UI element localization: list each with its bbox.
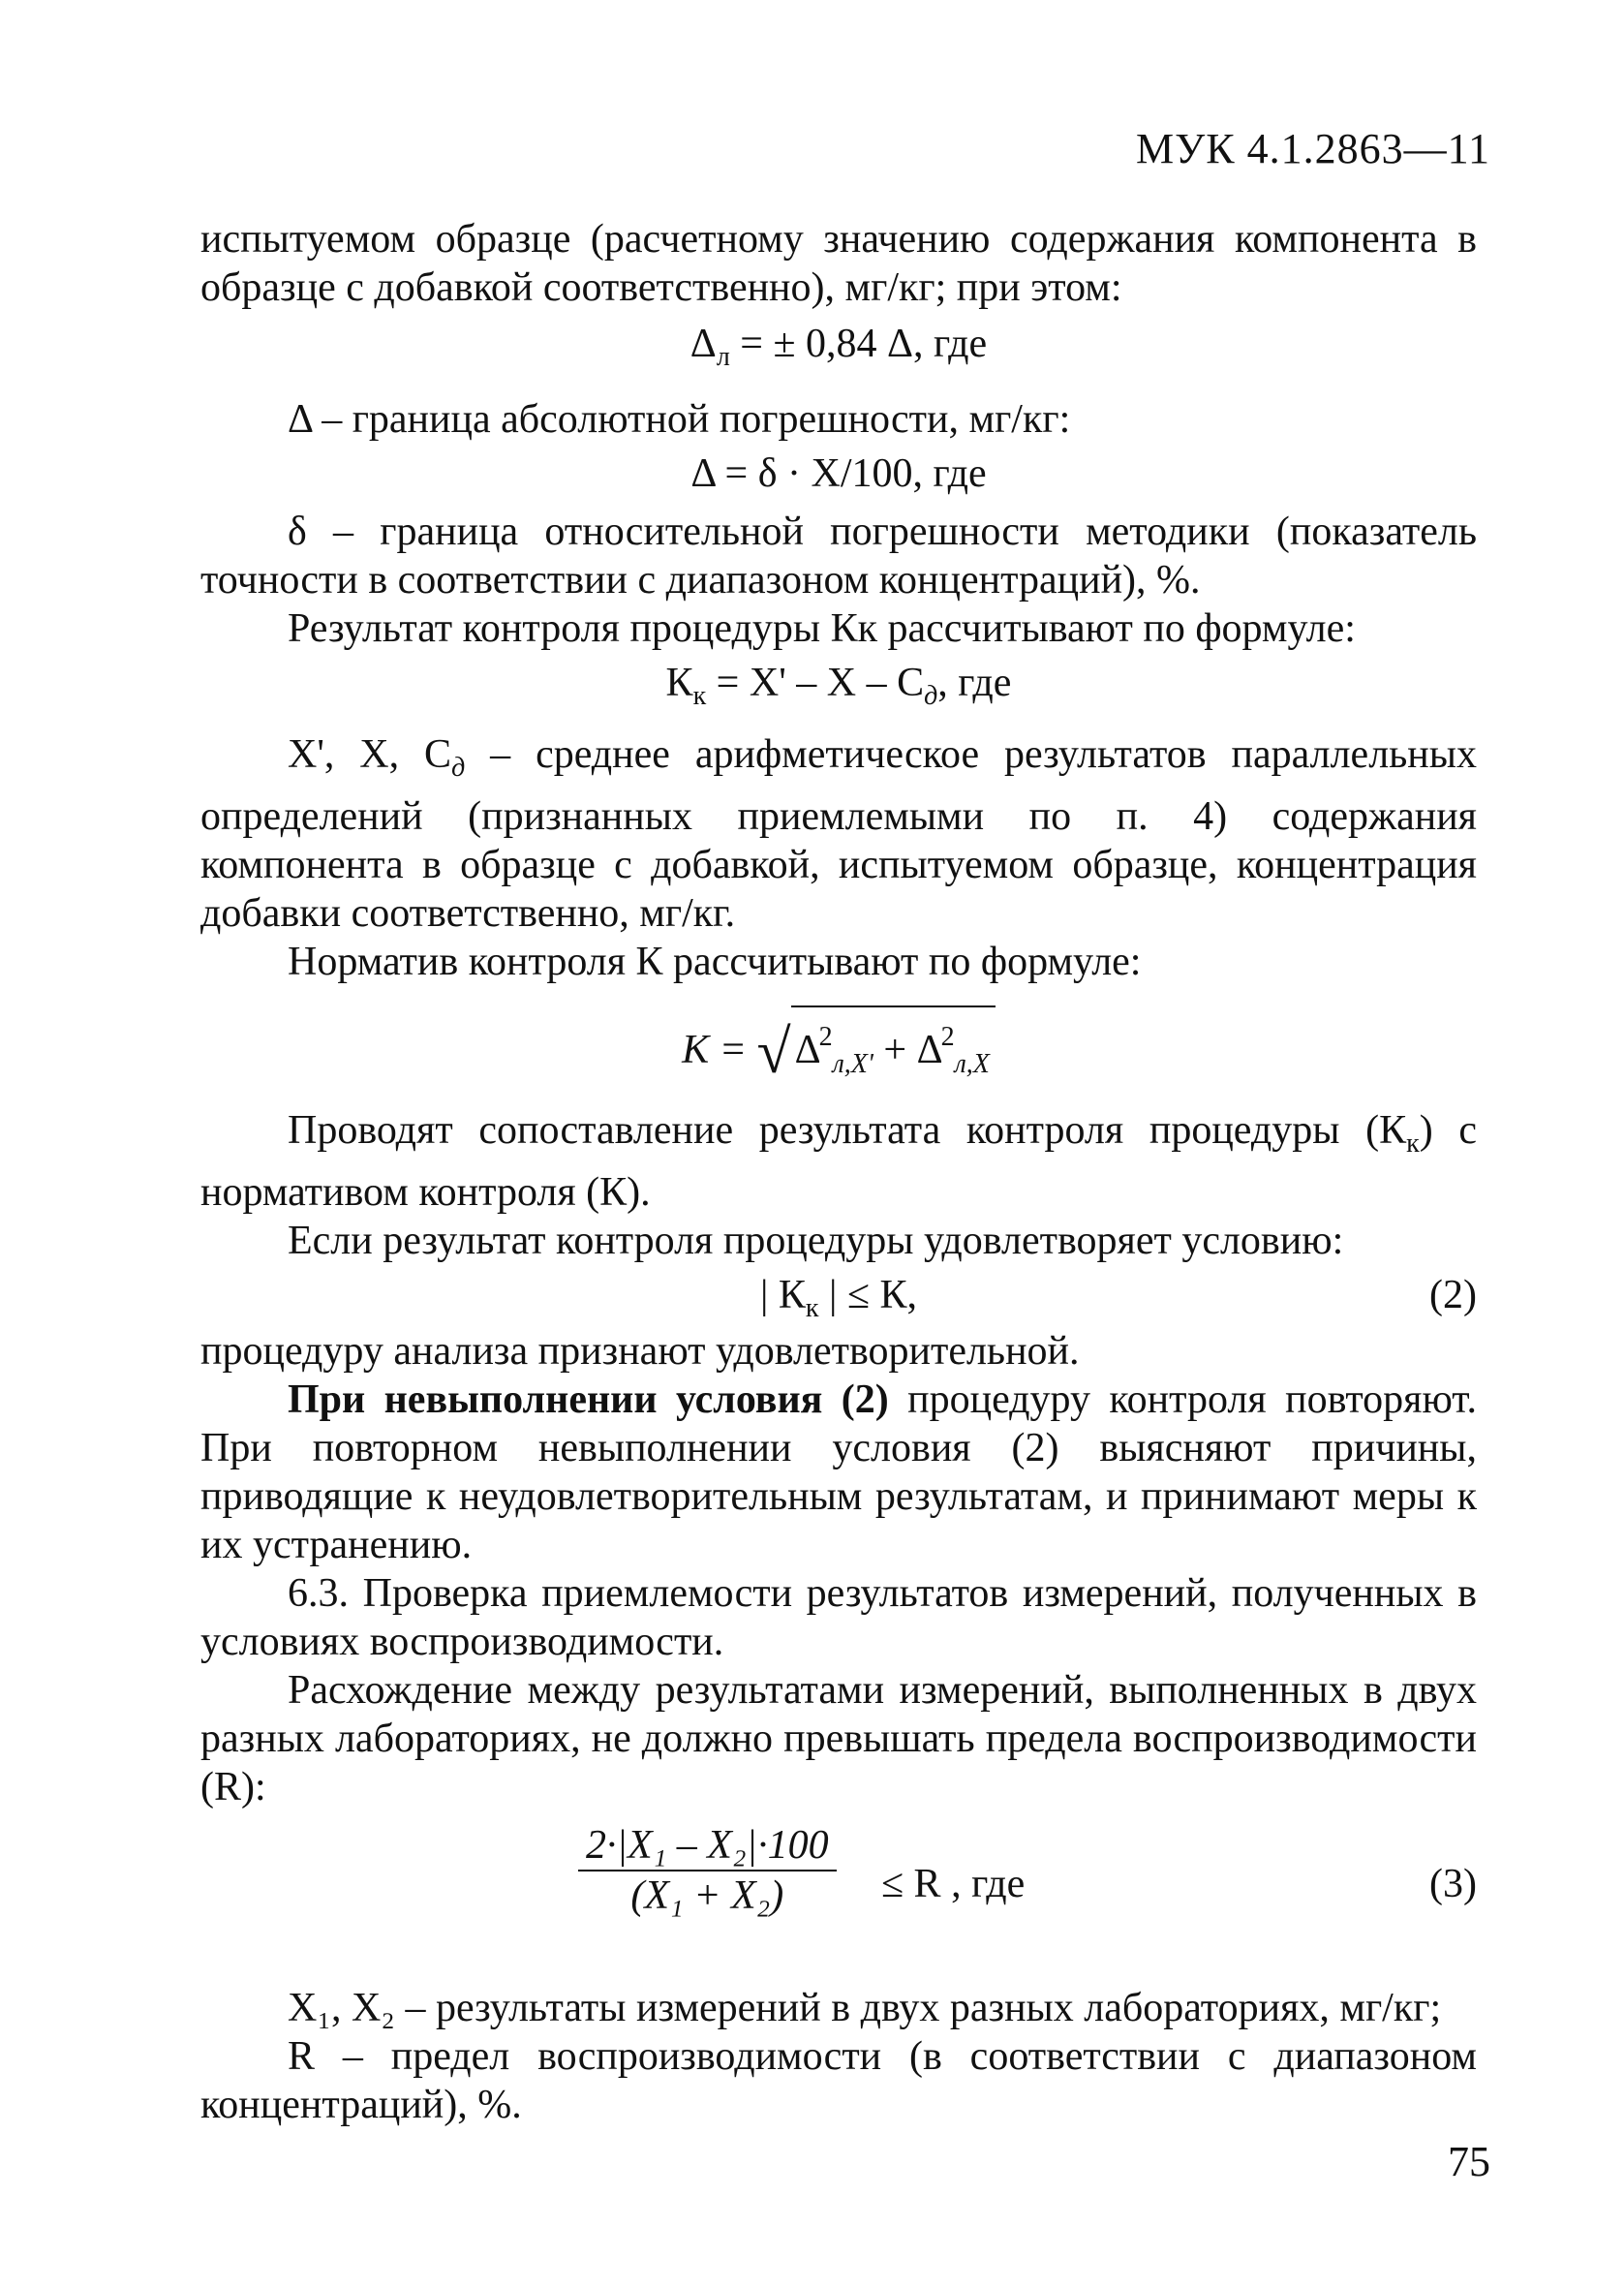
symbol-k-italic: K (682, 1028, 710, 1072)
superscript: 2 (940, 1022, 955, 1052)
paragraph: Если результат контроля процедуры удовлетворяет условию: (288, 1219, 1344, 1263)
paragraph-text: ) с нормативом контроля (К). (200, 1108, 1477, 1215)
subscript-k: к (805, 1293, 819, 1323)
formula-text: | ≤ К, (829, 1273, 917, 1317)
formula-delta: Δ = δ · X/100, где (690, 451, 987, 496)
symbol-k: К (665, 661, 693, 705)
paragraph: δ – граница относительной погрешности методики (показатель точности в соответствии с диапазоном концентраций), %. (200, 510, 1477, 603)
page-number: 75 (1448, 2138, 1490, 2185)
paragraph: Расхождение между результатами измерений, выполненных в двух разных лабораториях, не должно превышать предела воспроизводимости (R): (200, 1668, 1477, 1810)
equation-number: (2) (1429, 1273, 1477, 1317)
formula-k-sqrt (200, 986, 1477, 1106)
term-plus-delta: + Δ (873, 1028, 943, 1072)
paragraph-text: – среднее арифметическое результатов параллельных определений (признанных приемлемыми по п. 4) содержания компонента в образце с добавкой, испытуемом образце, концентрация добавки соответственно, мг/кг. (200, 732, 1478, 936)
symbol-delta: Δ (689, 322, 717, 366)
superscript: 2 (818, 1022, 833, 1052)
sqrt-icon: √ (756, 1017, 791, 1086)
paragraph-text: процедуру контроля повторяют. При повторном невыполнении условия (2) выясняют причины, приводящие к неудовлетворительным результатам, и принимают меры к их устранению. (200, 1377, 1477, 1567)
paragraph: Δ – граница абсолютной погрешности, мг/кг: (288, 397, 1071, 442)
paragraph (200, 1376, 1477, 1569)
paragraph: 6.3. Проверка приемлемости результатов измерений, полученных в условиях воспроизводимости. (200, 1571, 1477, 1664)
sqrt-expression (682, 1005, 996, 1089)
equals-sign: = (719, 1028, 747, 1072)
formula-text: = ± 0,84 Δ, где (740, 322, 988, 366)
paragraph: R – предел воспроизводимости (в соответствии с диапазоном концентраций), %. (200, 2034, 1477, 2127)
formula-kk (200, 659, 1477, 721)
formula-end: , где (937, 661, 1012, 705)
paragraph (200, 730, 1477, 938)
subscript-d: д (924, 681, 938, 711)
paragraph: X₁, X₂ – результаты измерений в двух разных лабораториях, мг/кг; (288, 1986, 1442, 2030)
subscript: л,X (954, 1049, 990, 1079)
formula-text: ≤ R , где (881, 1862, 1026, 1906)
paragraph (200, 1106, 1477, 1217)
fraction (578, 1821, 837, 1920)
radicand (791, 1005, 996, 1089)
formula-condition-2 (200, 1271, 1477, 1323)
paragraph: Результат контроля процедуры Кк рассчитывают по формуле: (288, 606, 1356, 651)
formula-open: | К (759, 1273, 806, 1317)
subscript-d: д (451, 753, 466, 783)
subscript-k: к (692, 681, 707, 711)
paragraph: Норматив контроля К рассчитывают по формуле: (288, 940, 1142, 984)
subscript: л,X' (832, 1049, 873, 1079)
formula-delta-l (200, 320, 1477, 382)
paragraph: процедуру анализа признают удовлетворительной. (200, 1329, 1080, 1374)
formula-text: = X' – X – C (716, 661, 925, 705)
fraction-denominator: (X₁ + X₂) (630, 1873, 784, 1918)
fraction-numerator: 2·|X₁ – X₂|·100 (578, 1821, 837, 1871)
variables-text: X', X, C (288, 732, 452, 777)
page-body (200, 215, 1477, 2129)
equation-number: (3) (1429, 1862, 1477, 1906)
subscript-k: к (1406, 1129, 1420, 1159)
bold-text: При невыполнении условия (2) (288, 1377, 889, 1422)
formula-reproducibility (200, 1821, 1477, 1966)
paragraph-text: Проводят сопоставление результата контроля процедуры (К (288, 1108, 1407, 1153)
subscript-l: л (716, 342, 730, 372)
term-delta: Δ (794, 1028, 821, 1072)
document-code: МУК 4.1.2863—11 (1136, 125, 1490, 172)
paragraph: испытуемом образце (расчетному значению содержания компонента в образце с добавкой соответственно), мг/кг; при этом: (200, 217, 1477, 310)
